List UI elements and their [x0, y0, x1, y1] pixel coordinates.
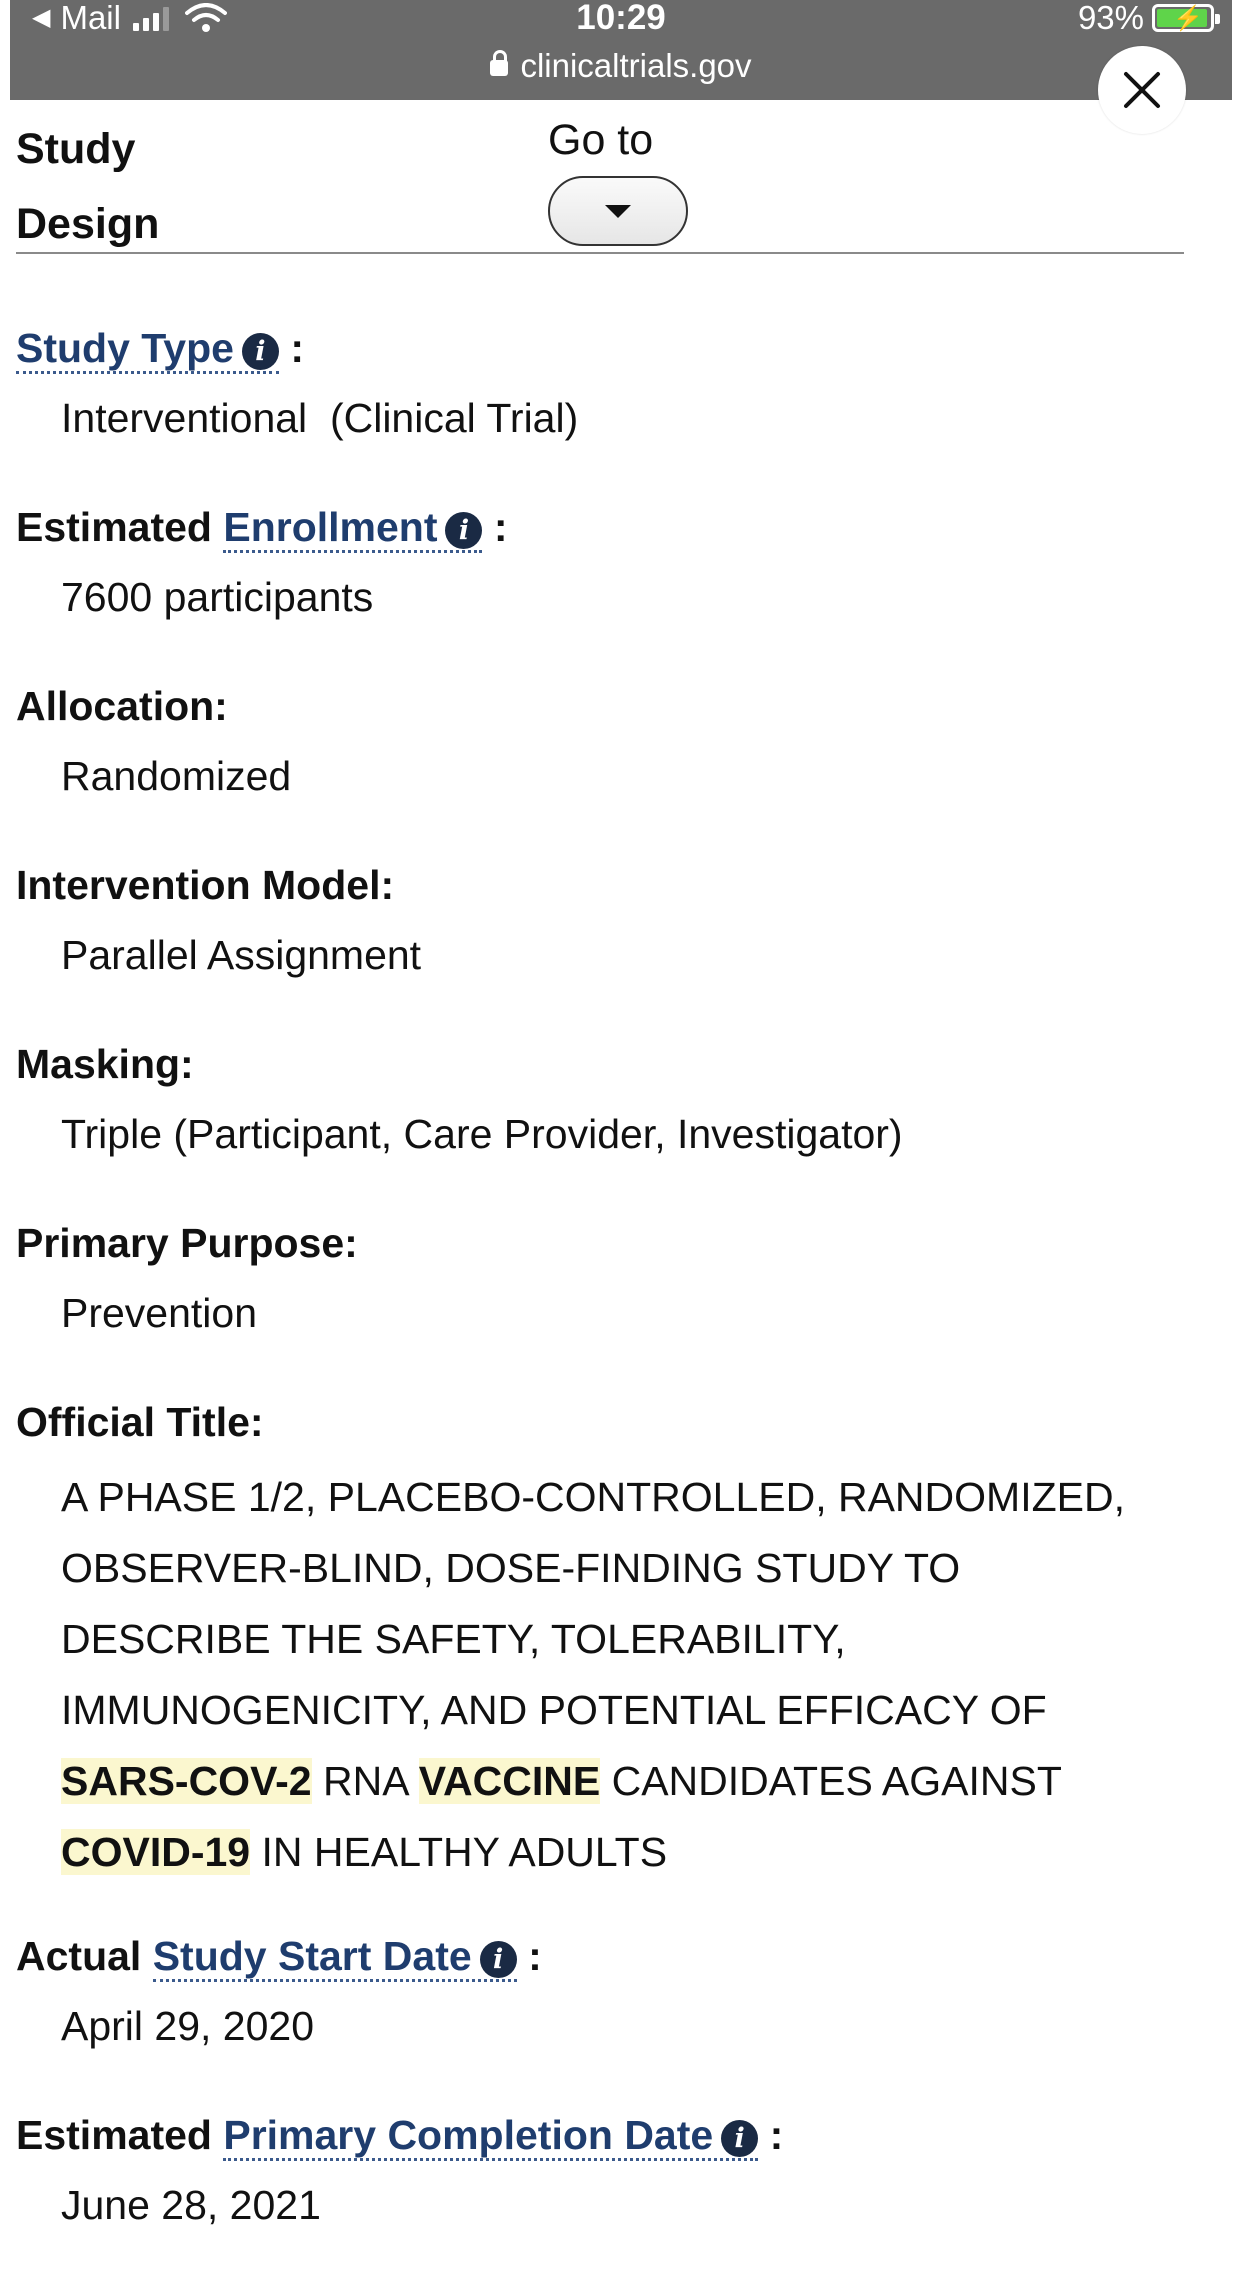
field-value: Interventional (Clinical Trial) [61, 395, 579, 441]
field-masking [16, 1024, 1216, 1164]
back-app-label: Mail [60, 0, 121, 36]
section-title: Study Design [16, 125, 160, 248]
info-icon[interactable]: i [480, 1941, 517, 1978]
info-icon[interactable]: i [242, 333, 279, 370]
highlight-term: VACCINE [418, 1758, 601, 1804]
close-icon [1120, 68, 1164, 112]
field-label: Actual Study Start Date i : [16, 1916, 1216, 1996]
clock-time: 10:29 [576, 0, 666, 37]
highlight-term: COVID-19 [61, 1829, 251, 1875]
field-enrollment [16, 487, 1216, 627]
header-divider [16, 252, 1184, 254]
field-value: Parallel Assignment [61, 932, 422, 978]
goto-label: Go to [548, 116, 654, 164]
study-type-link[interactable]: Study Type i [16, 325, 279, 374]
field-label: Intervention Model: [16, 862, 395, 908]
info-icon[interactable]: i [721, 2120, 758, 2157]
enrollment-link[interactable]: Enrollment i [223, 504, 482, 553]
battery-charging-icon: ⚡ [1152, 4, 1214, 32]
study-design-list [16, 308, 1216, 2274]
field-label: Estimated Enrollment i : [16, 487, 1216, 567]
info-icon[interactable]: i [445, 512, 482, 549]
field-value: Randomized [61, 753, 292, 799]
highlight-term: SARS-COV-2 [61, 1758, 312, 1804]
field-primary-completion-date [16, 2095, 1216, 2235]
battery-status [1078, 0, 1214, 36]
field-label: Primary Purpose: [16, 1220, 358, 1266]
field-intervention-model [16, 845, 1216, 985]
status-bar [10, 0, 1232, 100]
field-study-type [16, 308, 1216, 448]
field-label: Allocation: [16, 683, 228, 729]
caret-down-icon [605, 205, 631, 218]
url-text: clinicaltrials.gov [520, 47, 752, 84]
goto-dropdown[interactable] [548, 176, 688, 246]
back-arrow-icon: ◀ [32, 4, 51, 31]
field-value: 7600 participants [61, 574, 374, 620]
field-official-title [16, 1382, 1216, 1888]
field-value: Triple (Participant, Care Provider, Investigator) [61, 1111, 903, 1157]
lock-icon [490, 60, 508, 76]
battery-percent: 93% [1077, 0, 1144, 36]
field-allocation [16, 666, 1216, 806]
field-primary-purpose [16, 1203, 1216, 1343]
field-label: Estimated Primary Completion Date i : [16, 2095, 1216, 2175]
close-button[interactable] [1098, 46, 1186, 134]
field-study-start-date [16, 1916, 1216, 2056]
field-value: April 29, 2020 [61, 2003, 315, 2049]
field-label: Masking: [16, 1041, 194, 1087]
primary-completion-date-link[interactable]: Primary Completion Date i [223, 2112, 758, 2161]
field-label: Study Type i : [16, 308, 1216, 388]
field-label: Official Title: [16, 1399, 264, 1445]
study-start-date-link[interactable]: Study Start Date i [153, 1933, 517, 1982]
field-value: June 28, 2021 [61, 2182, 321, 2228]
address-bar[interactable] [10, 46, 1232, 86]
official-title-text: A PHASE 1/2, PLACEBO-CONTROLLED, RANDOMIZED, OBSERVER-BLIND, DOSE-FINDING STUDY TO DESCRIBE THE SAFETY, TOLERABILITY, IMMUNOGENICITY, AND POTENTIAL EFFICACY OF SARS-COV-2 RNA VACCINE CANDIDATES AGAINST COVID-19 IN HEALTHY ADULTS [61, 1474, 1125, 1875]
field-value: Prevention [61, 1290, 258, 1336]
